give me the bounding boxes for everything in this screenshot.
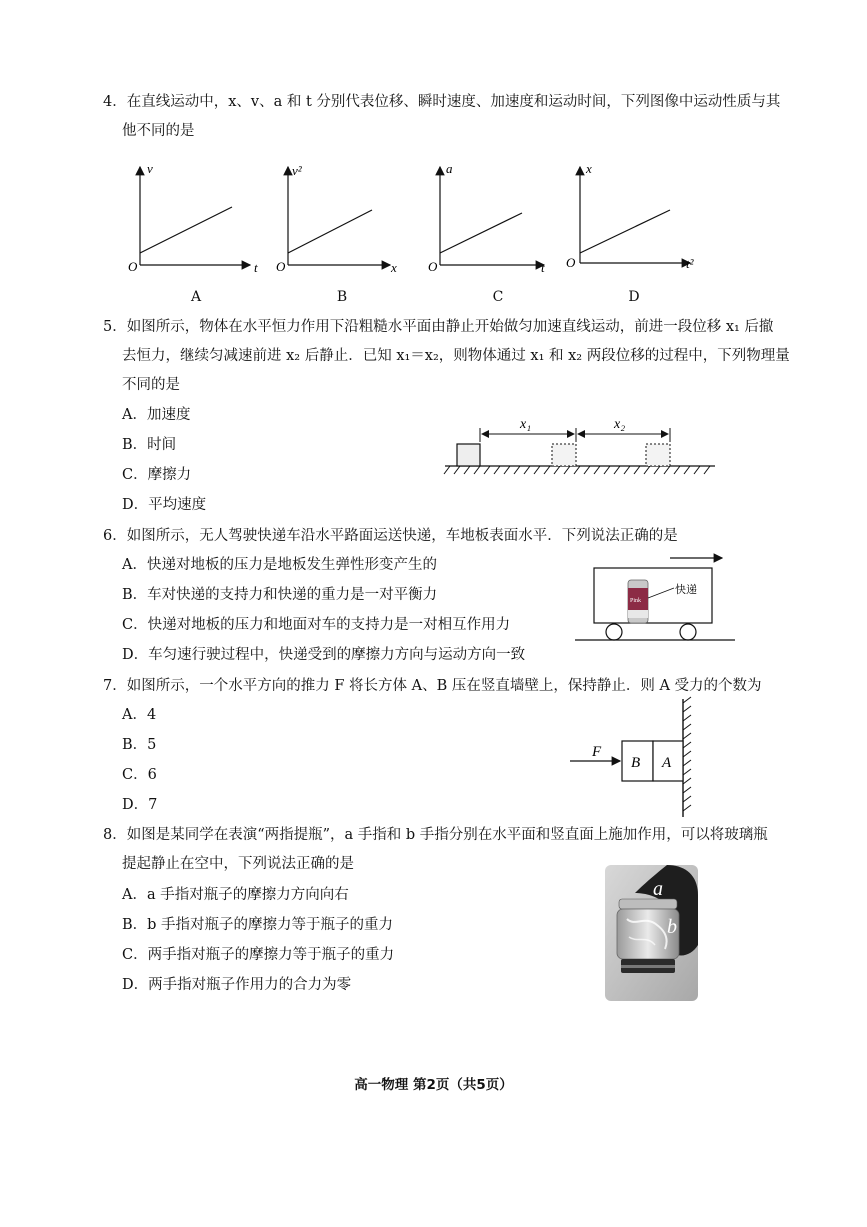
graph-c (428, 161, 545, 275)
q5-option-d: D．平均速度 (122, 497, 207, 513)
graph-d-xaxis: t² (686, 256, 694, 271)
graph-b (276, 163, 397, 275)
q7-option-d: D．7 (122, 797, 158, 813)
q6-option-b: B．车对快递的支持力和快递的重力是一对平衡力 (122, 587, 438, 603)
q4-stem-line1: 4．在直线运动中，x、v、a 和 t 分别代表位移、瞬时速度、加速度和运动时间，下列图像中运动性质与其 (103, 94, 781, 110)
q4-graphs (120, 155, 720, 285)
q8-finger-a: a (653, 878, 663, 900)
q7-option-a: A．4 (122, 707, 157, 723)
graph-b-xaxis: x (391, 260, 397, 275)
q6-can-text: Pink (630, 598, 642, 604)
graph-d (566, 161, 695, 271)
graph-c-yaxis: a (446, 161, 453, 176)
q5-option-c: C．摩擦力 (122, 467, 192, 483)
q5-option-b: B．时间 (122, 437, 177, 453)
q7-option-b: B．5 (122, 737, 157, 753)
graph-a (128, 161, 258, 275)
graph-a-xaxis: t (254, 260, 258, 275)
q5-x1-label: x₁ (520, 417, 532, 432)
graph-b-yaxis: v² (292, 163, 302, 178)
q8-stem-line2: 提起静止在空中，下列说法正确的是 (122, 856, 354, 872)
q5-x2-label: x₂ (614, 417, 626, 432)
graph-d-letter: D (628, 289, 640, 305)
graph-a-yaxis: v (147, 161, 153, 176)
q8-option-d: D．两手指对瓶子作用力的合力为零 (122, 977, 352, 993)
q6-figure (570, 550, 740, 650)
q8-option-c: C．两手指对瓶子的摩擦力等于瓶子的重力 (122, 947, 395, 963)
q5-stem-line2: 去恒力，继续匀减速前进 x₂ 后静止．已知 x₁＝x₂，则物体通过 x₁ 和 x₂ 两段位移的过程中，下列物理量 (122, 348, 790, 364)
q6-option-a: A．快递对地板的压力是地板发生弹性形变产生的 (122, 557, 437, 573)
graph-a-origin: O (128, 259, 138, 274)
graph-a-letter: A (190, 289, 202, 305)
graph-c-origin: O (428, 259, 438, 274)
graph-c-letter: C (492, 289, 504, 305)
q8-option-a: A．a 手指对瓶子的摩擦力方向向右 (122, 887, 349, 903)
q7-block-b: B (631, 755, 641, 771)
graph-b-letter: B (336, 289, 348, 305)
q6-option-d: D．车匀速行驶过程中，快递受到的摩擦力方向与运动方向一致 (122, 647, 526, 663)
q7-figure (560, 695, 700, 820)
graph-c-xaxis: t (541, 260, 545, 275)
q8-stem-line1: 8．如图是某同学在表演“两指提瓶”，a 手指和 b 手指分别在水平面和竖直面上施加作用，可以将玻璃瓶 (103, 827, 768, 843)
q5-stem-line1: 5．如图所示，物体在水平恒力作用下沿粗糙水平面由静止开始做匀加速直线运动，前进一段位移 x₁ 后撤 (103, 319, 774, 335)
q5-option-a: A．加速度 (122, 407, 191, 423)
q5-stem-line3: 不同的是 (122, 377, 180, 393)
q6-parcel-label: 快递 (675, 583, 697, 596)
graph-d-yaxis: x (586, 161, 592, 176)
graph-d-origin: O (566, 255, 576, 270)
q4-stem-line2: 他不同的是 (122, 123, 195, 139)
q8-bottle-photo (605, 865, 698, 1001)
graph-b-origin: O (276, 259, 286, 274)
q6-stem: 6．如图所示，无人驾驶快递车沿水平路面运送快递，车地板表面水平．下列说法正确的是 (103, 528, 678, 544)
q5-figure (440, 410, 720, 480)
q6-option-c: C．快递对地板的压力和地面对车的支持力是一对相互作用力 (122, 617, 511, 633)
page-footer: 高一物理 第2页（共5页） (354, 1077, 513, 1093)
q7-stem: 7．如图所示，一个水平方向的推力 F 将长方体 A、B 压在竖直墙壁上，保持静止．则 A 受力的个数为 (103, 678, 762, 694)
q7-force-f: F (592, 744, 602, 760)
q7-block-a: A (662, 755, 672, 771)
q8-finger-b: b (667, 916, 677, 938)
q8-option-b: B．b 手指对瓶子的摩擦力等于瓶子的重力 (122, 917, 394, 933)
q7-option-c: C．6 (122, 767, 157, 783)
